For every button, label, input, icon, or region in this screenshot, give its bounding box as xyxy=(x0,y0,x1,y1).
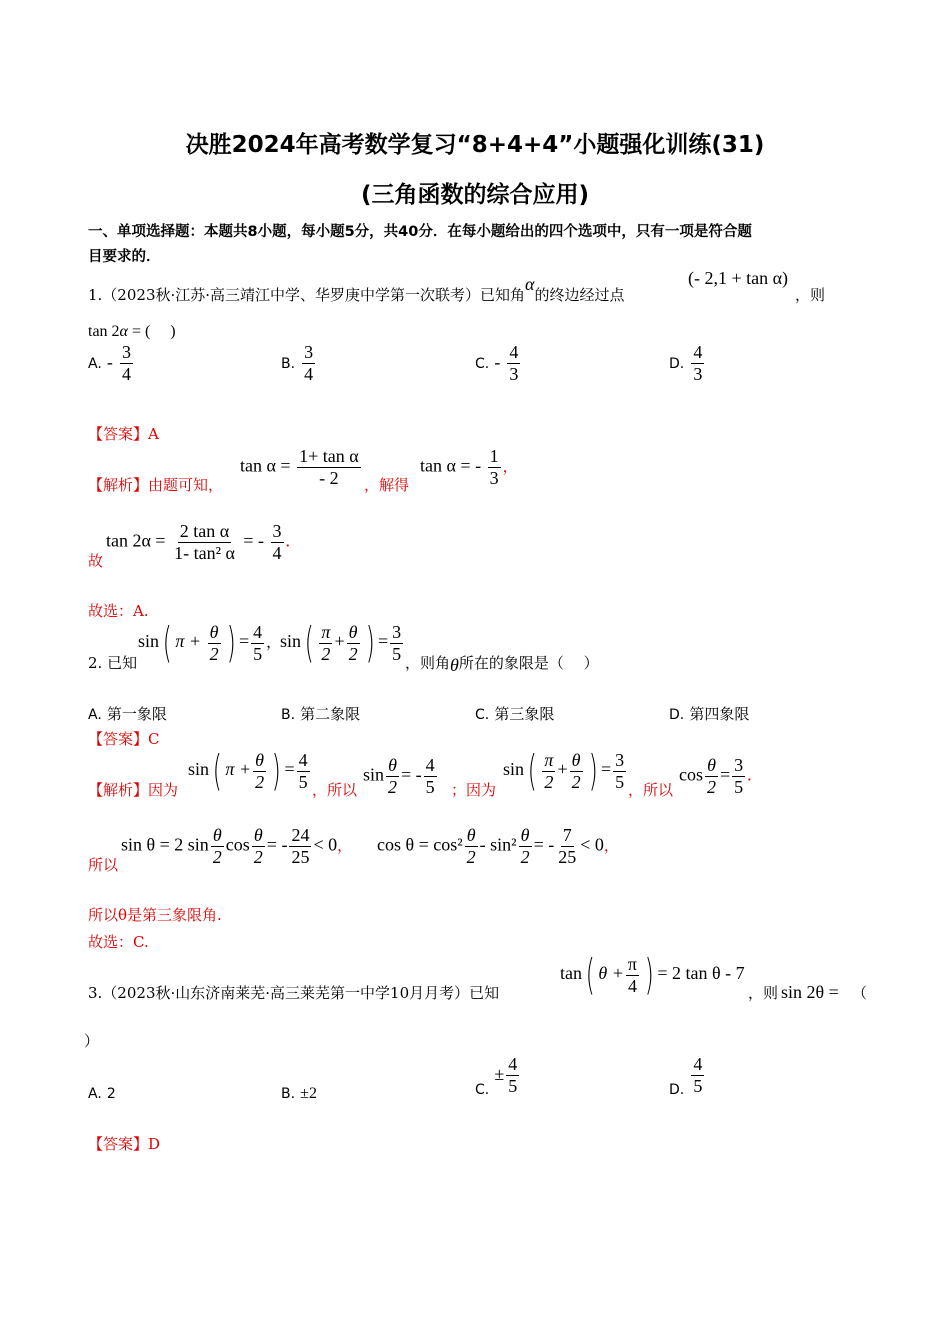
q1-analysis-mid: ，解得 xyxy=(364,476,410,494)
q2-option-b: B. 第二象限 xyxy=(281,705,361,723)
q2-cos-theta: cos θ = cos² $\frac{\theta}{2}$ - sin² $\frac{\theta}{2}$ = - $\frac{7}{25}$ < 0， xyxy=(377,825,619,867)
q1-analysis-eq1: tan α = $\frac{\text{1+ tan α}}{- 2}$ xyxy=(240,446,359,488)
q1-stem: 1.（2023秋·江苏·高三靖江中学、华罗庚中学第一次联考）已知角α的终边经过点 xyxy=(88,274,625,304)
q2-answer: 【答案】C xyxy=(88,730,160,748)
page-title: 决胜2024年高考数学复习“8+4+4”小题强化训练(31) xyxy=(185,132,765,158)
q2-option-a: A. 第一象限 xyxy=(88,705,167,723)
q2-option-c: C. 第三象限 xyxy=(475,705,555,723)
q1-eq3: tan 2α = $\frac{\text{2 tan α}}{\text{1- tan² α}}$ = - $\frac{3}{4}$ . xyxy=(106,521,291,563)
q2-prefix: 2. 已知 xyxy=(88,654,138,672)
q3-option-c: C. ± $\frac{4}{5}$ xyxy=(475,1054,518,1098)
q1-answer: 【答案】A xyxy=(88,425,159,443)
q2-an-coshalf: cos $\frac{\theta}{2}$ = $\frac{3}{5}$ . xyxy=(679,755,752,797)
section-heading: 一、单项选择题：本题共8小题，每小题5分，共40分．在每小题给出的四个选项中，只有一项是符合题 xyxy=(88,224,752,240)
q3-ask: sin 2θ = xyxy=(781,982,839,1002)
q2-an-so1: ，所以 xyxy=(312,781,358,799)
q2-choose: 故选：C. xyxy=(88,933,149,951)
q1-analysis-eq2: tan α = - $\frac{1}{3}$ ， xyxy=(420,446,518,488)
q2-an-eq2: sin( $\frac{\pi}{2}$ + $\frac{\theta}{2}$ ) = $\frac{3}{5}$ xyxy=(503,746,625,795)
q2-suffix: ，则角θ所在的象限是（ ） xyxy=(405,654,599,675)
q3-option-d: D. $\frac{4}{5}$ xyxy=(669,1054,703,1098)
q2-analysis-label: 【解析】因为 xyxy=(88,781,179,799)
q3-then: ，则 xyxy=(748,984,779,1002)
q1-option-d: D. $\frac{4}{3}$ xyxy=(669,342,703,384)
q2-an-semi: ；因为 xyxy=(451,781,497,799)
q1-option-a: A. - $\frac{3}{4}$ xyxy=(88,342,131,384)
q3-option-a: A. 2 xyxy=(88,1086,116,1102)
q3-option-b: B. ±2 xyxy=(281,1085,317,1102)
q1-gu: 故 xyxy=(88,552,104,570)
q3-paren-close: ） xyxy=(84,1032,100,1050)
q3-answer: 【答案】D xyxy=(88,1135,161,1153)
q1-point: (- 2,1 + tan α) xyxy=(688,268,789,288)
q3-given: tan( θ + $\frac{\pi}{4}$ ) = 2 tan θ - 7 xyxy=(560,950,745,999)
q3-prefix: 3.（2023秋·山东济南莱芜·高三莱芜第一中学10月月考）已知 xyxy=(88,984,500,1002)
section-heading-cont: 目要求的． xyxy=(88,249,161,265)
q1-analysis-label: 【解析】由题可知， xyxy=(88,476,224,494)
q2-conclusion: 所以θ是第三象限角. xyxy=(88,906,222,924)
q2-given1: sin( π + $\frac{\theta}{2}$ ) = $\frac{4}{5}$ ， xyxy=(138,618,282,667)
q2-an-eq1: sin( π + $\frac{\theta}{2}$ ) = $\frac{4}{5}$ xyxy=(188,746,308,795)
q2-an-sinhalf: sin $\frac{\theta}{2}$ = - $\frac{4}{5}$ xyxy=(363,755,435,797)
q2-given2: sin( $\frac{\pi}{2}$ + $\frac{\theta}{2}$ ) = $\frac{3}{5}$ xyxy=(280,618,402,667)
q1-option-c: C. - $\frac{4}{3}$ xyxy=(475,342,519,384)
q1-option-b: B. $\frac{3}{4}$ xyxy=(281,342,314,384)
q2-so: 所以 xyxy=(88,856,119,874)
q1-ask: tan 2α = ( ) xyxy=(88,323,176,340)
q1-suffix: ，则 xyxy=(795,286,826,304)
page-subtitle: (三角函数的综合应用) xyxy=(360,182,590,208)
q2-option-d: D. 第四象限 xyxy=(669,705,750,723)
q2-sin-theta: sin θ = 2 sin $\frac{\theta}{2}$ cos $\frac{\theta}{2}$ = - $\frac{24}{25}$ < 0， xyxy=(121,825,353,867)
q3-paren-open: （ xyxy=(852,984,868,1002)
q2-an-so2: ，所以 xyxy=(628,781,674,799)
q1-choose: 故选：A. xyxy=(88,602,149,620)
